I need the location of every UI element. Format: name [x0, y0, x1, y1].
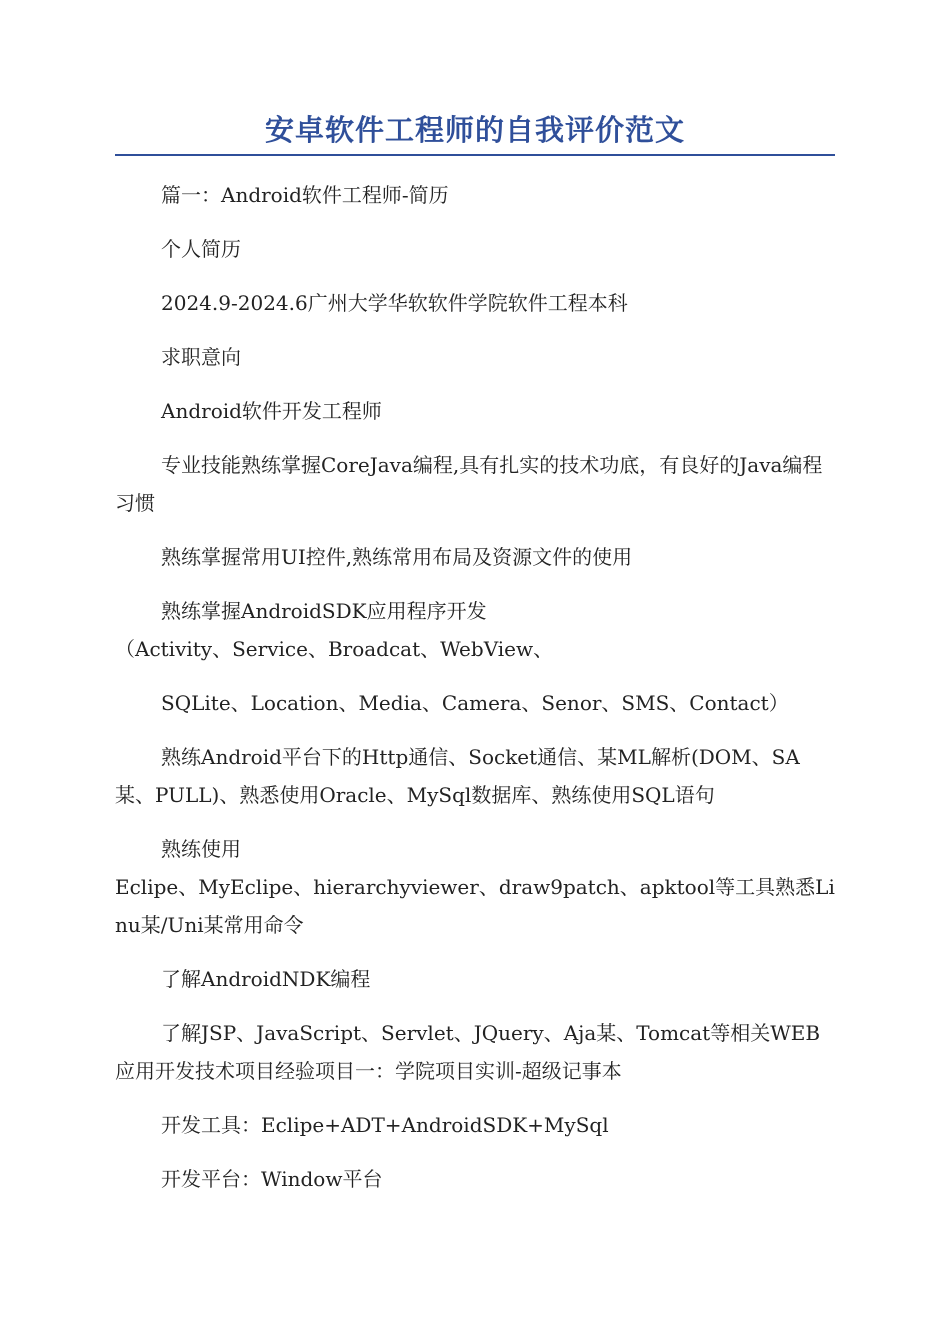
paragraph-skills-ndk: 了解AndroidNDK编程	[161, 967, 371, 991]
paragraph-skills-network: 熟练Android平台下的Http通信、Socket通信、某ML解析(DOM、SA某、PULL)、熟悉使用Oracle、MySql数据库、熟练使用SQL语句	[115, 745, 800, 807]
paragraph-skills-tools: Eclipe、MyEclipe、hierarchyviewer、draw9patch、apktool等工具熟悉Linu某/Uni某常用命令	[115, 875, 835, 937]
paragraph-skills-web: 了解JSP、JavaScript、Servlet、JQuery、Aja某、Tomcat等相关WEB应用开发技术项目经验项目一：学院项目实训-超级记事本	[115, 1021, 821, 1083]
paragraph-skills-ui: 熟练掌握常用UI控件,熟练常用布局及资源文件的使用	[161, 545, 633, 569]
paragraph-dev-tools: 开发工具：Eclipe+ADT+AndroidSDK+MySql	[161, 1113, 609, 1137]
paragraph-job-intent-heading: 求职意向	[161, 345, 241, 369]
document-title: 安卓软件工程师的自我评价范文	[264, 113, 685, 147]
paragraph-resume-heading: 个人简历	[161, 237, 241, 261]
document-body	[115, 176, 835, 1198]
paragraph-skills-tools-heading: 熟练使用	[161, 837, 241, 861]
paragraph-sdk-components-2: SQLite、Location、Media、Camera、Senor、SMS、Contact）	[161, 691, 789, 715]
paragraph-dev-platform: 开发平台：Window平台	[161, 1167, 383, 1191]
paragraph-skills-java: 专业技能熟练掌握CoreJava编程,具有扎实的技术功底，有良好的Java编程习惯	[115, 453, 823, 515]
paragraph-education: 2024.9-2024.6广州大学华软软件学院软件工程本科	[161, 291, 628, 315]
title-underline	[115, 154, 835, 156]
paragraph-sdk-components-1: （Activity、Service、Broadcat、WebView、	[115, 637, 554, 661]
document-page	[115, 108, 835, 1214]
paragraph-job-intent: Android软件开发工程师	[161, 399, 382, 423]
paragraph-section-heading: 篇一：Android软件工程师-简历	[161, 183, 449, 207]
paragraph-skills-sdk: 熟练掌握AndroidSDK应用程序开发	[161, 599, 487, 623]
